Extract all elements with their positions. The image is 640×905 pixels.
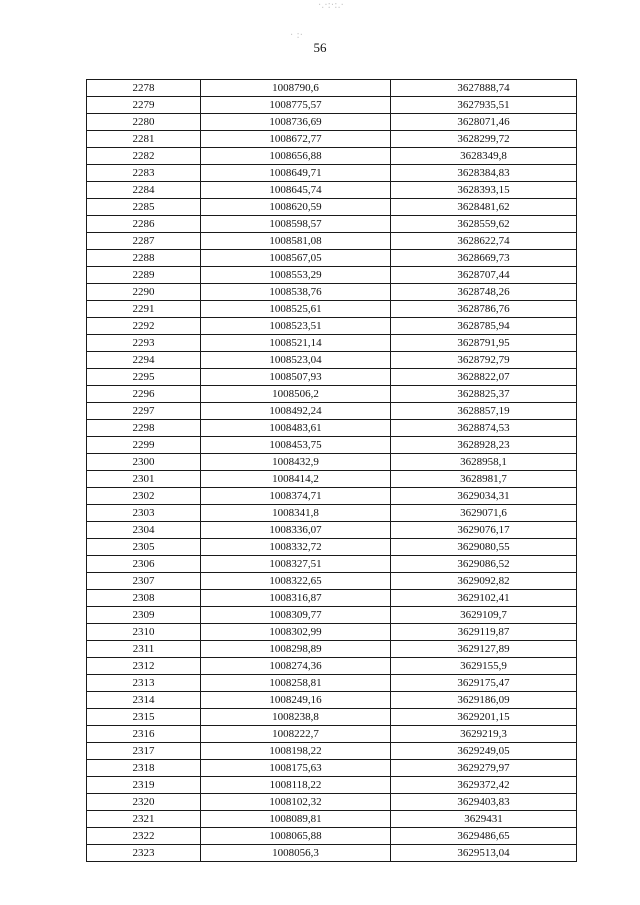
x-coordinate-cell: 1008065,88 (201, 828, 391, 845)
point-number-cell: 2321 (87, 811, 201, 828)
x-coordinate-cell: 1008374,71 (201, 488, 391, 505)
x-coordinate-cell: 1008258,81 (201, 675, 391, 692)
y-coordinate-cell: 3628393,15 (391, 182, 577, 199)
table-row (87, 233, 577, 250)
scan-artifact: · :· (290, 30, 303, 41)
table-row (87, 624, 577, 641)
x-coordinate-cell: 1008332,72 (201, 539, 391, 556)
y-coordinate-cell: 3627888,74 (391, 80, 577, 97)
table-row (87, 777, 577, 794)
y-coordinate-cell: 3629127,89 (391, 641, 577, 658)
y-coordinate-cell: 3628928,23 (391, 437, 577, 454)
y-coordinate-cell: 3628622,74 (391, 233, 577, 250)
x-coordinate-cell: 1008274,36 (201, 658, 391, 675)
y-coordinate-cell: 3629071,6 (391, 505, 577, 522)
table-row (87, 267, 577, 284)
y-coordinate-cell: 3628748,26 (391, 284, 577, 301)
x-coordinate-cell: 1008649,71 (201, 165, 391, 182)
table-row (87, 403, 577, 420)
y-coordinate-cell: 3628071,46 (391, 114, 577, 131)
x-coordinate-cell: 1008506,2 (201, 386, 391, 403)
y-coordinate-cell: 3628785,94 (391, 318, 577, 335)
x-coordinate-cell: 1008453,75 (201, 437, 391, 454)
y-coordinate-cell: 3628349,8 (391, 148, 577, 165)
table-row (87, 165, 577, 182)
x-coordinate-cell: 1008538,76 (201, 284, 391, 301)
x-coordinate-cell: 1008089,81 (201, 811, 391, 828)
y-coordinate-cell: 3628958,1 (391, 454, 577, 471)
y-coordinate-cell: 3627935,51 (391, 97, 577, 114)
x-coordinate-cell: 1008056,3 (201, 845, 391, 862)
y-coordinate-cell: 3629175,47 (391, 675, 577, 692)
point-number-cell: 2280 (87, 114, 201, 131)
table-row (87, 454, 577, 471)
y-coordinate-cell: 3629279,97 (391, 760, 577, 777)
point-number-cell: 2320 (87, 794, 201, 811)
table-row (87, 794, 577, 811)
x-coordinate-cell: 1008238,8 (201, 709, 391, 726)
table-row (87, 539, 577, 556)
x-coordinate-cell: 1008309,77 (201, 607, 391, 624)
x-coordinate-cell: 1008249,16 (201, 692, 391, 709)
x-coordinate-cell: 1008492,24 (201, 403, 391, 420)
table-row (87, 692, 577, 709)
point-number-cell: 2316 (87, 726, 201, 743)
point-number-cell: 2296 (87, 386, 201, 403)
table-row (87, 743, 577, 760)
y-coordinate-cell: 3628857,19 (391, 403, 577, 420)
point-number-cell: 2312 (87, 658, 201, 675)
point-number-cell: 2322 (87, 828, 201, 845)
x-coordinate-cell: 1008620,59 (201, 199, 391, 216)
point-number-cell: 2286 (87, 216, 201, 233)
table-row (87, 318, 577, 335)
y-coordinate-cell: 3629513,04 (391, 845, 577, 862)
point-number-cell: 2297 (87, 403, 201, 420)
coordinates-table (86, 79, 577, 862)
table-row (87, 811, 577, 828)
point-number-cell: 2323 (87, 845, 201, 862)
y-coordinate-cell: 3629109,7 (391, 607, 577, 624)
y-coordinate-cell: 3629155,9 (391, 658, 577, 675)
point-number-cell: 2292 (87, 318, 201, 335)
point-number-cell: 2318 (87, 760, 201, 777)
point-number-cell: 2281 (87, 131, 201, 148)
y-coordinate-cell: 3629034,31 (391, 488, 577, 505)
point-number-cell: 2290 (87, 284, 201, 301)
point-number-cell: 2294 (87, 352, 201, 369)
table-row (87, 471, 577, 488)
table-row (87, 607, 577, 624)
y-coordinate-cell: 3628822,07 (391, 369, 577, 386)
x-coordinate-cell: 1008567,05 (201, 250, 391, 267)
y-coordinate-cell: 3629249,05 (391, 743, 577, 760)
x-coordinate-cell: 1008507,93 (201, 369, 391, 386)
y-coordinate-cell: 3629486,65 (391, 828, 577, 845)
y-coordinate-cell: 3628981,7 (391, 471, 577, 488)
y-coordinate-cell: 3629076,17 (391, 522, 577, 539)
x-coordinate-cell: 1008523,04 (201, 352, 391, 369)
x-coordinate-cell: 1008102,32 (201, 794, 391, 811)
y-coordinate-cell: 3628825,37 (391, 386, 577, 403)
table-row (87, 301, 577, 318)
table-row (87, 828, 577, 845)
point-number-cell: 2279 (87, 97, 201, 114)
x-coordinate-cell: 1008322,65 (201, 573, 391, 590)
x-coordinate-cell: 1008645,74 (201, 182, 391, 199)
point-number-cell: 2278 (87, 80, 201, 97)
point-number-cell: 2308 (87, 590, 201, 607)
x-coordinate-cell: 1008736,69 (201, 114, 391, 131)
y-coordinate-cell: 3628384,83 (391, 165, 577, 182)
point-number-cell: 2301 (87, 471, 201, 488)
y-coordinate-cell: 3629102,41 (391, 590, 577, 607)
table-row (87, 573, 577, 590)
y-coordinate-cell: 3628792,79 (391, 352, 577, 369)
table-row (87, 250, 577, 267)
point-number-cell: 2302 (87, 488, 201, 505)
table-row (87, 522, 577, 539)
point-number-cell: 2284 (87, 182, 201, 199)
scan-artifact: ·.·:·:.· (318, 0, 344, 11)
table-row (87, 352, 577, 369)
table-row (87, 556, 577, 573)
y-coordinate-cell: 3628874,53 (391, 420, 577, 437)
x-coordinate-cell: 1008483,61 (201, 420, 391, 437)
x-coordinate-cell: 1008316,87 (201, 590, 391, 607)
y-coordinate-cell: 3628786,76 (391, 301, 577, 318)
y-coordinate-cell: 3629372,42 (391, 777, 577, 794)
y-coordinate-cell: 3629219,3 (391, 726, 577, 743)
table-row (87, 284, 577, 301)
point-number-cell: 2313 (87, 675, 201, 692)
table-row (87, 590, 577, 607)
table-row (87, 148, 577, 165)
x-coordinate-cell: 1008327,51 (201, 556, 391, 573)
x-coordinate-cell: 1008790,6 (201, 80, 391, 97)
x-coordinate-cell: 1008553,29 (201, 267, 391, 284)
x-coordinate-cell: 1008581,08 (201, 233, 391, 250)
x-coordinate-cell: 1008175,63 (201, 760, 391, 777)
coordinates-table-container (86, 79, 576, 862)
table-row (87, 335, 577, 352)
table-row (87, 114, 577, 131)
y-coordinate-cell: 3629080,55 (391, 539, 577, 556)
y-coordinate-cell: 3628791,95 (391, 335, 577, 352)
point-number-cell: 2305 (87, 539, 201, 556)
x-coordinate-cell: 1008775,57 (201, 97, 391, 114)
point-number-cell: 2309 (87, 607, 201, 624)
table-row (87, 675, 577, 692)
point-number-cell: 2303 (87, 505, 201, 522)
x-coordinate-cell: 1008298,89 (201, 641, 391, 658)
table-row (87, 658, 577, 675)
y-coordinate-cell: 3629431 (391, 811, 577, 828)
point-number-cell: 2317 (87, 743, 201, 760)
point-number-cell: 2304 (87, 522, 201, 539)
point-number-cell: 2314 (87, 692, 201, 709)
table-row (87, 641, 577, 658)
x-coordinate-cell: 1008336,07 (201, 522, 391, 539)
x-coordinate-cell: 1008198,22 (201, 743, 391, 760)
point-number-cell: 2285 (87, 199, 201, 216)
point-number-cell: 2291 (87, 301, 201, 318)
table-row (87, 505, 577, 522)
page-number: 56 (313, 40, 327, 55)
table-row (87, 726, 577, 743)
x-coordinate-cell: 1008414,2 (201, 471, 391, 488)
table-row (87, 845, 577, 862)
y-coordinate-cell: 3629403,83 (391, 794, 577, 811)
x-coordinate-cell: 1008525,61 (201, 301, 391, 318)
y-coordinate-cell: 3628669,73 (391, 250, 577, 267)
x-coordinate-cell: 1008432,9 (201, 454, 391, 471)
y-coordinate-cell: 3628481,62 (391, 199, 577, 216)
y-coordinate-cell: 3629092,82 (391, 573, 577, 590)
point-number-cell: 2288 (87, 250, 201, 267)
x-coordinate-cell: 1008222,7 (201, 726, 391, 743)
x-coordinate-cell: 1008672,77 (201, 131, 391, 148)
point-number-cell: 2298 (87, 420, 201, 437)
y-coordinate-cell: 3629086,52 (391, 556, 577, 573)
y-coordinate-cell: 3628707,44 (391, 267, 577, 284)
point-number-cell: 2315 (87, 709, 201, 726)
table-row (87, 437, 577, 454)
table-row (87, 199, 577, 216)
point-number-cell: 2306 (87, 556, 201, 573)
point-number-cell: 2282 (87, 148, 201, 165)
table-row (87, 420, 577, 437)
x-coordinate-cell: 1008521,14 (201, 335, 391, 352)
table-row (87, 386, 577, 403)
point-number-cell: 2287 (87, 233, 201, 250)
point-number-cell: 2299 (87, 437, 201, 454)
table-row (87, 80, 577, 97)
x-coordinate-cell: 1008523,51 (201, 318, 391, 335)
point-number-cell: 2310 (87, 624, 201, 641)
table-row (87, 131, 577, 148)
table-row (87, 488, 577, 505)
table-row (87, 97, 577, 114)
point-number-cell: 2300 (87, 454, 201, 471)
x-coordinate-cell: 1008302,99 (201, 624, 391, 641)
table-row (87, 182, 577, 199)
table-row (87, 709, 577, 726)
point-number-cell: 2289 (87, 267, 201, 284)
x-coordinate-cell: 1008598,57 (201, 216, 391, 233)
y-coordinate-cell: 3628299,72 (391, 131, 577, 148)
point-number-cell: 2311 (87, 641, 201, 658)
y-coordinate-cell: 3629201,15 (391, 709, 577, 726)
x-coordinate-cell: 1008656,88 (201, 148, 391, 165)
point-number-cell: 2295 (87, 369, 201, 386)
x-coordinate-cell: 1008118,22 (201, 777, 391, 794)
point-number-cell: 2319 (87, 777, 201, 794)
table-row (87, 369, 577, 386)
point-number-cell: 2283 (87, 165, 201, 182)
table-body (87, 80, 577, 862)
y-coordinate-cell: 3628559,62 (391, 216, 577, 233)
y-coordinate-cell: 3629119,87 (391, 624, 577, 641)
y-coordinate-cell: 3629186,09 (391, 692, 577, 709)
x-coordinate-cell: 1008341,8 (201, 505, 391, 522)
table-row (87, 760, 577, 777)
point-number-cell: 2293 (87, 335, 201, 352)
point-number-cell: 2307 (87, 573, 201, 590)
table-row (87, 216, 577, 233)
